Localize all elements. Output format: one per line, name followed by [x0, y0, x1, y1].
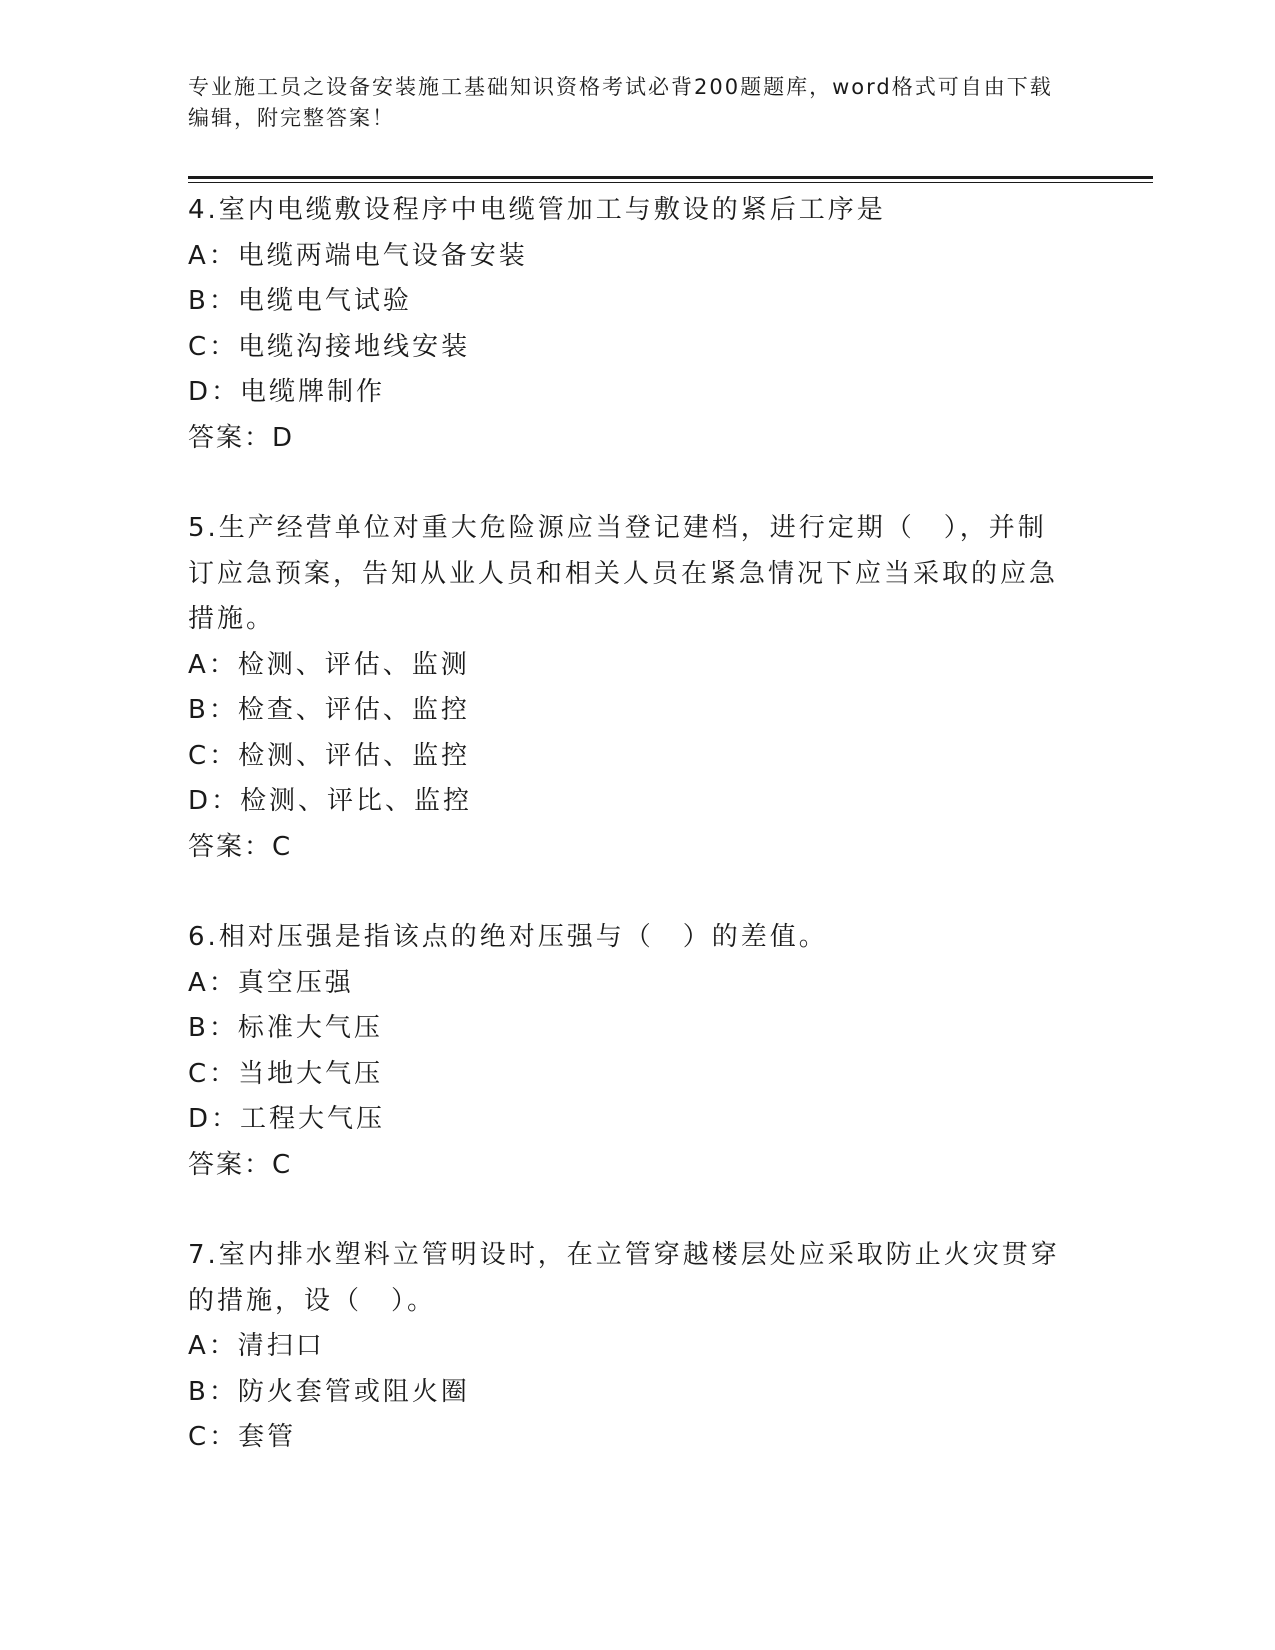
document-header: 专业施工员之设备安装施工基础知识资格考试必背200题题库，word格式可自由下载编辑，附完整答案！: [188, 75, 1053, 130]
option-b: B：电缆电气试验: [188, 286, 412, 316]
option-b: B：防火套管或阻火圈: [188, 1376, 470, 1407]
header-divider-thin: [188, 182, 1153, 183]
question-stem: 5.生产经营单位对重大危险源应当登记建档，进行定期（ ），并制订应急预案，告知从业人员和相关人员在紧急情况下应当采取的应急措施。: [188, 513, 1059, 634]
question-4: [188, 188, 1068, 461]
option-d: D：电缆牌制作: [188, 377, 386, 407]
option-b: B：检查、评估、监控: [188, 695, 470, 725]
question-list: [188, 188, 1068, 1506]
option-d: D：工程大气压: [188, 1104, 386, 1134]
option-b: B：标准大气压: [188, 1013, 383, 1043]
answer-line: 答案：C: [188, 831, 293, 862]
option-a: A：电缆两端电气设备安装: [188, 240, 528, 271]
option-c: C：套管: [188, 1422, 297, 1452]
option-c: C：检测、评估、监控: [188, 740, 471, 771]
option-a: A：真空压强: [188, 967, 354, 998]
question-5: [188, 506, 1068, 870]
question-stem: 6.相对压强是指该点的绝对压强与（ ）的差值。: [188, 922, 828, 952]
question-stem: 4.室内电缆敷设程序中电缆管加工与敷设的紧后工序是: [188, 195, 886, 225]
option-c: C：当地大气压: [188, 1058, 384, 1089]
option-d: D：检测、评比、监控: [188, 786, 473, 816]
option-a: A：清扫口: [188, 1331, 325, 1361]
header-divider-thick: [188, 176, 1153, 179]
option-c: C：电缆沟接地线安装: [188, 331, 471, 362]
question-6: [188, 915, 1068, 1188]
question-stem: 7.室内排水塑料立管明设时，在立管穿越楼层处应采取防止火灾贯穿的措施，设（ ）。: [188, 1240, 1060, 1316]
question-7: [188, 1233, 1068, 1461]
option-a: A：检测、评估、监测: [188, 649, 470, 680]
answer-line: 答案：C: [188, 1149, 293, 1180]
answer-line: 答案：D: [188, 422, 295, 453]
